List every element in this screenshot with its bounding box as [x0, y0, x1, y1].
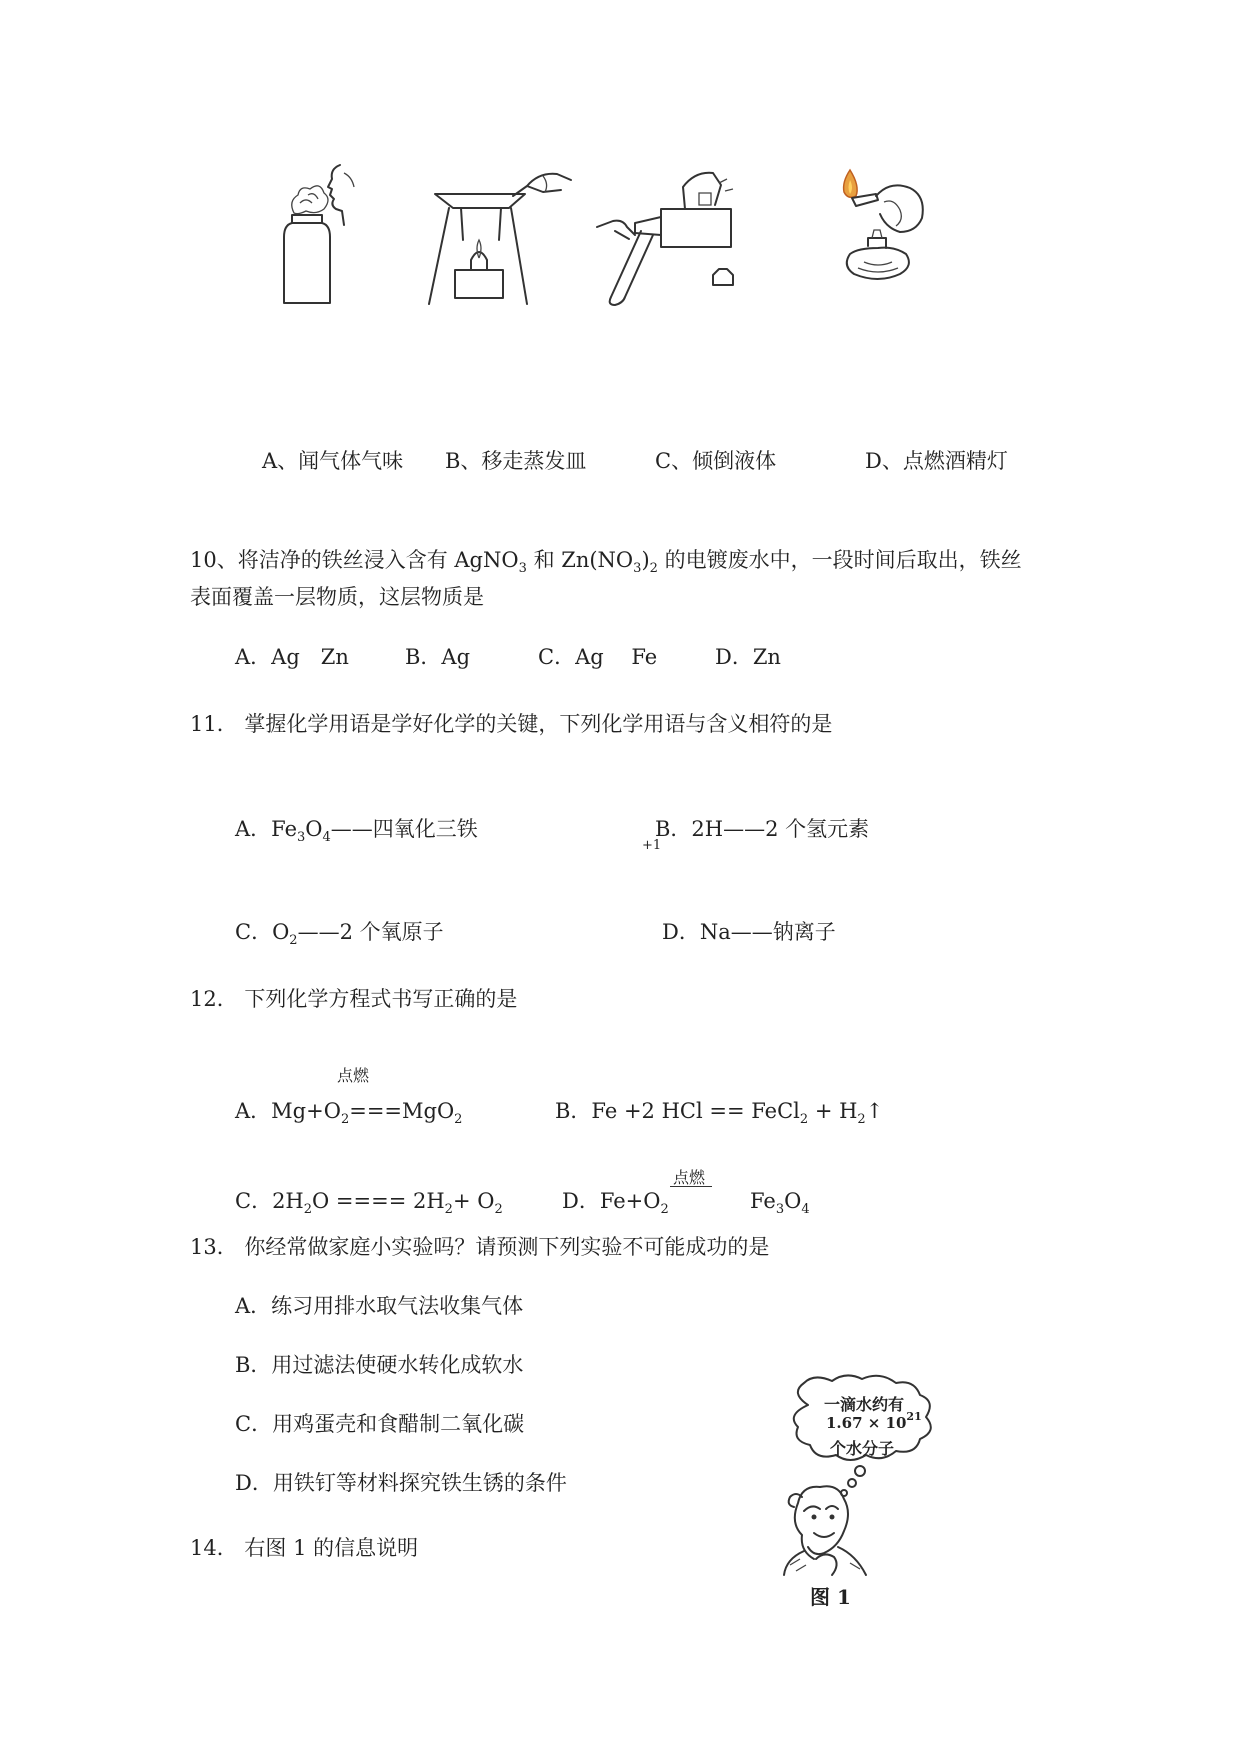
- smell-gas-illustration: [270, 165, 360, 305]
- q11-a-part: A．Fe: [235, 817, 298, 841]
- q10-stem-part: 的电镀废水中，一段时间后取出，铁丝: [657, 548, 1022, 572]
- q9-option-c: C、倾倒液体: [655, 449, 777, 473]
- q10-option-a: A．Ag Zn: [235, 645, 349, 669]
- q11-option-a: [235, 815, 478, 843]
- q12-option-d-right: [750, 1187, 810, 1215]
- q11-option-d: D．Na——钠离子: [662, 920, 836, 944]
- q12-subscript: 2: [454, 1112, 463, 1127]
- q12-d-condition: 点燃: [673, 1168, 706, 1187]
- bubble-line-1: 一滴水约有: [824, 1395, 905, 1414]
- q12-b-part: + H: [808, 1099, 858, 1123]
- q12-d-part: D．Fe+O: [562, 1189, 661, 1213]
- pour-liquid-illustration: [595, 165, 745, 305]
- q12-d-part: Fe: [750, 1189, 776, 1213]
- q12-c-part: + O: [452, 1189, 495, 1213]
- q12-a-part: A．Mg+O: [235, 1099, 341, 1123]
- q10-stem-part: ): [641, 548, 650, 572]
- q12-subscript: 4: [801, 1202, 810, 1217]
- q11-b-valence-mark: +1: [642, 838, 662, 853]
- q10-subscript: 3: [633, 561, 642, 576]
- q13-option-d: D．用铁钉等材料探究铁生锈的条件: [235, 1471, 567, 1495]
- q9-option-b: B、移走蒸发皿: [445, 449, 587, 473]
- q12-c-part: O ==== 2H: [312, 1189, 445, 1213]
- q9-option-d: D、点燃酒精灯: [865, 449, 1008, 473]
- q12-option-d-left: [562, 1187, 669, 1215]
- move-evaporating-dish-illustration: [425, 170, 575, 310]
- q11-a-part: O: [305, 817, 323, 841]
- q11-option-c: [235, 918, 444, 946]
- q11-subscript: 4: [322, 830, 331, 845]
- q11-c-part: C．O: [235, 920, 290, 944]
- q13-option-b: B．用过滤法使硬水转化成软水: [235, 1353, 524, 1377]
- q11-c-part: ——2 个氧原子: [297, 920, 444, 944]
- bubble-line-2: [826, 1410, 922, 1432]
- q12-c-part: C．2H: [235, 1189, 304, 1213]
- q11-subscript: 2: [289, 933, 298, 948]
- q12-stem: 12． 下列化学方程式书写正确的是: [190, 987, 518, 1011]
- q13-stem: 13． 你经常做家庭小实验吗？请预测下列实验不可能成功的是: [190, 1235, 770, 1259]
- figure-caption: 图 1: [810, 1585, 851, 1609]
- q14-stem: 14． 右图 1 的信息说明: [190, 1536, 419, 1560]
- q12-option-b: [555, 1097, 883, 1125]
- q12-a-condition: 点燃: [337, 1066, 370, 1085]
- q9-option-a: A、闻气体气味: [262, 449, 404, 473]
- q12-subscript: 2: [494, 1202, 503, 1217]
- q10-subscript: 2: [649, 561, 658, 576]
- q12-subscript: 2: [660, 1202, 669, 1217]
- q12-subscript: 2: [857, 1112, 866, 1127]
- q12-option-a: [235, 1097, 462, 1125]
- q13-option-a: A．练习用排水取气法收集气体: [235, 1294, 524, 1318]
- q10-option-b: B．Ag: [405, 645, 471, 669]
- bubble-line-3: 个水分子: [830, 1439, 895, 1458]
- q12-a-part: ===MgO: [349, 1099, 455, 1123]
- q10-stem: [190, 546, 1022, 574]
- q12-b-part: B．Fe +2 HCl == FeCl: [555, 1099, 800, 1123]
- bubble-exponent: 21: [906, 1410, 922, 1423]
- q12-b-part: ↑: [865, 1099, 884, 1123]
- q12-option-c: [235, 1187, 503, 1215]
- q12-d-condition-line: [670, 1186, 712, 1187]
- q13-option-c: C．用鸡蛋壳和食醋制二氧化碳: [235, 1412, 525, 1436]
- q10-stem-line2: 表面覆盖一层物质，这层物质是: [190, 585, 484, 609]
- q10-stem-part: 10、将洁净的铁丝浸入含有 AgNO: [190, 548, 519, 572]
- q10-option-d: D．Zn: [715, 645, 781, 669]
- q10-stem-part: 和 Zn(NO: [526, 548, 634, 572]
- q12-subscript: 3: [775, 1202, 785, 1217]
- q11-stem: 11． 掌握化学用语是学好化学的关键，下列化学用语与含义相符的是: [190, 712, 833, 736]
- q12-d-part: O: [784, 1189, 802, 1213]
- q12-subscript: 2: [444, 1202, 453, 1217]
- q12-subscript: 2: [799, 1112, 809, 1127]
- q10-subscript: 3: [518, 561, 527, 576]
- q12-subscript: 2: [303, 1202, 313, 1217]
- bubble-number: 1.67 × 10: [826, 1414, 907, 1432]
- q12-subscript: 2: [340, 1112, 350, 1127]
- light-alcohol-lamp-illustration: [830, 170, 940, 290]
- q11-a-part: ——四氧化三铁: [330, 817, 478, 841]
- q11-option-b: B．2H——2 个氢元素: [655, 817, 870, 841]
- q10-option-c: C．Ag Fe: [538, 645, 658, 669]
- q11-subscript: 3: [297, 830, 306, 845]
